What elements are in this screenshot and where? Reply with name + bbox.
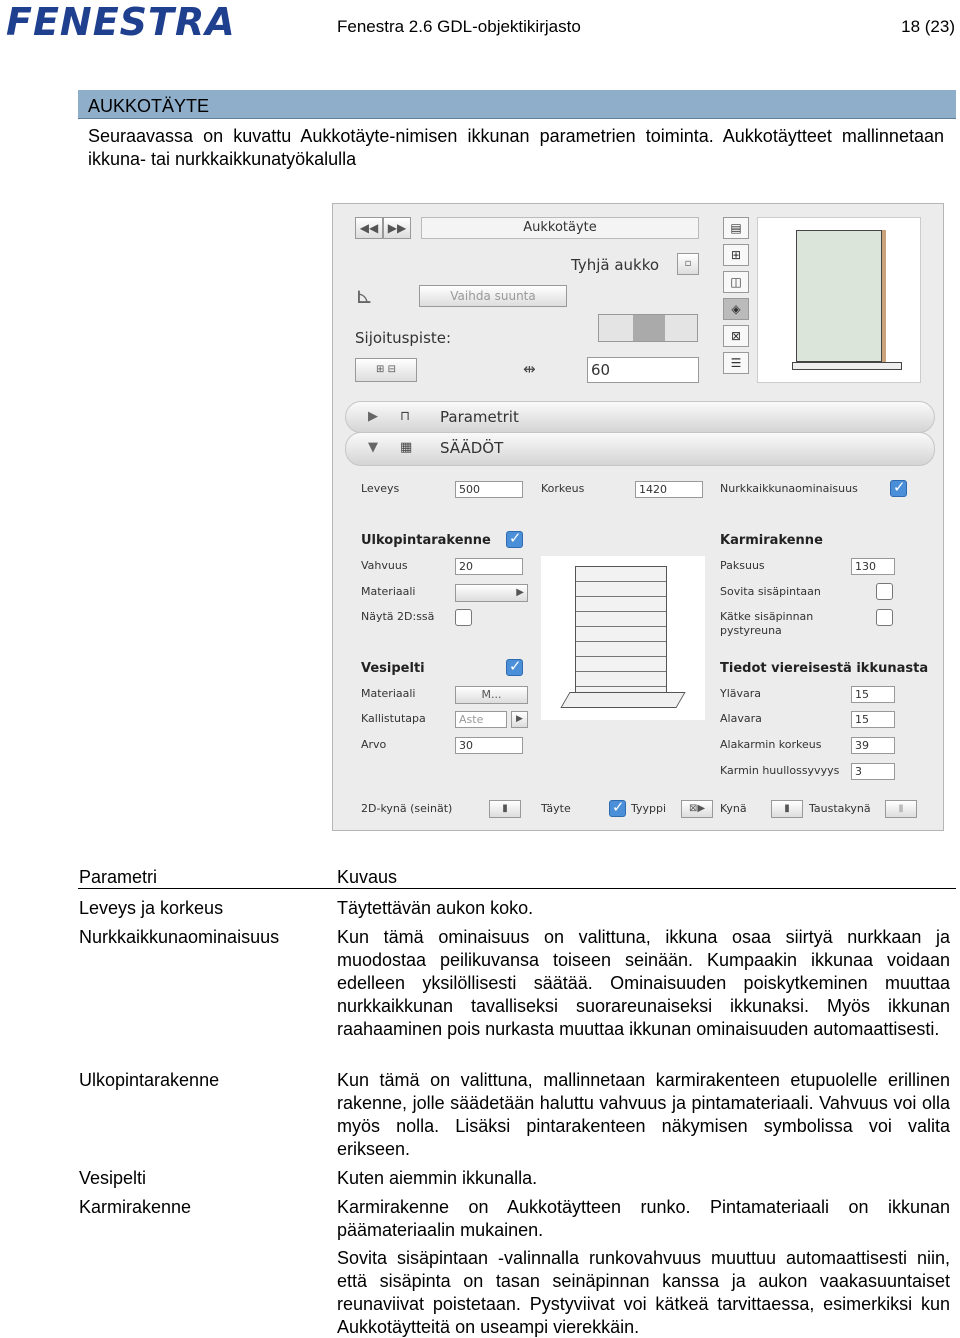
outer-surface-title: Ulkopintarakenne	[361, 533, 491, 548]
background-pen-label: Taustakynä	[809, 802, 871, 815]
width-input[interactable]: 500	[455, 481, 523, 498]
show-2d-label: Näytä 2D:ssä	[361, 610, 435, 623]
collapsed-arrow-icon: ▶	[368, 409, 378, 424]
change-direction-button[interactable]: Vaihda suunta	[419, 285, 567, 307]
table-row-param: Nurkkaikkunaominaisuus	[79, 927, 280, 947]
thickness-input[interactable]: 20	[455, 558, 523, 575]
value-input[interactable]: 30	[455, 737, 523, 754]
settings-dialog	[332, 203, 944, 831]
top-clearance-input[interactable]: 15	[851, 686, 895, 703]
table-header-parameter: Parametri	[79, 867, 158, 887]
table-row-desc: Kuten aiemmin ikkunalla.	[337, 1168, 538, 1188]
corner-window-label: Nurkkaikkunaominaisuus	[720, 482, 858, 495]
table-row-desc: Kun tämä ominaisuus on valittuna, ikkuna osaa siirtyä nurkkaan ja muodostaa peilikuvansa toiseen seinään. Kumpaakin ikkunaa voidaan edelleen yksilöllisesti säätää. Ominaisuuden poiskytkeminen muuttaa nurkkaikkunan tavalliseksi suorareunaiseksi ikkunaksi. Myös ikkunan raahaaminen pois nurkasta muuttaa ikkunan ominaisuuden automaattisesti.	[337, 927, 950, 1039]
adjacent-window-title: Tiedot viereisestä ikkunasta	[720, 661, 929, 676]
previous-button[interactable]: ◀◀	[355, 217, 383, 239]
view-window-icon[interactable]: ◫	[723, 271, 749, 293]
offset-input[interactable]: 60	[587, 357, 699, 383]
value-label: Arvo	[361, 738, 387, 751]
table-row-param: Ulkopintarakenne	[79, 1070, 220, 1090]
sill-title: Vesipelti	[361, 661, 425, 676]
lower-frame-height-label: Alakarmin korkeus	[720, 738, 822, 751]
document-title: Fenestra 2.6 GDL-objektikirjasto	[337, 17, 581, 36]
rebate-depth-label: Karmin huullossyvyys	[720, 764, 840, 777]
frame-preview-sill	[560, 692, 685, 708]
anchor-label: Sijoituspiste:	[355, 329, 452, 347]
hide-inner-edge-checkbox[interactable]	[876, 609, 893, 626]
material-label: Materiaali	[361, 585, 416, 598]
offset-icon: ⇹	[523, 360, 536, 378]
pen-label: Kynä	[720, 802, 747, 815]
section-heading-bar	[78, 90, 956, 119]
height-input[interactable]: 1420	[635, 481, 703, 498]
fill-label: Täyte	[541, 802, 571, 815]
tab-parameters[interactable]	[345, 401, 935, 433]
pen-picker[interactable]: ▮	[771, 800, 803, 818]
pen-2d-label: 2D-kynä (seinät)	[361, 802, 453, 815]
fit-inner-label: Sovita sisäpintaan	[720, 585, 821, 598]
table-row-param: Karmirakenne	[79, 1197, 192, 1217]
top-clearance-label: Ylävara	[720, 687, 762, 700]
show-2d-checkbox[interactable]	[455, 609, 472, 626]
sill-material-picker[interactable]: M...	[455, 686, 528, 704]
lower-frame-height-input[interactable]: 39	[851, 737, 895, 754]
sill-material-label: Materiaali	[361, 687, 416, 700]
expanded-arrow-icon: ▼	[368, 440, 378, 455]
corner-window-checkbox[interactable]	[890, 480, 907, 497]
adjustments-icon: ▦	[400, 440, 413, 455]
slope-select[interactable]: Aste	[455, 711, 507, 728]
frame-title: Karmirakenne	[720, 533, 823, 548]
table-header-description: Kuvaus	[337, 867, 398, 887]
empty-hole-label: Tyhjä aukko	[571, 256, 660, 274]
bottom-clearance-label: Alavara	[720, 712, 762, 725]
frame-thickness-label: Paksuus	[720, 559, 765, 572]
fenestra-logo: FENESTRA	[6, 0, 236, 44]
thickness-label: Vahvuus	[361, 559, 408, 572]
table-row-desc: Kun tämä on valittuna, mallinnetaan karmirakenteen etupuolelle erillinen rakenne, jolle säädetään haluttu vahvuus ja pintamateriaali. Vahvuus voi olla myös nolla. Lisäksi pintarakenteen näkymisen symbolissa voi valita erikseen.	[337, 1070, 950, 1159]
outer-surface-checkbox[interactable]	[506, 531, 523, 548]
section-title: AUKKOTÄYTE	[88, 96, 210, 116]
anchor-position-selector[interactable]	[598, 314, 698, 342]
view-plan-icon[interactable]: ▤	[723, 217, 749, 239]
anchor-selected-segment	[633, 315, 665, 341]
table-row-desc: Sovita sisäpintaan -valinnalla runkovahvuus muuttuu automaattisesti niin, että sisäpinta on tasan seinäpinnan kanssa ja aukon vaakasuuntaiset reunaviivat poistetaan. Pystyviivat voi kätkeä tarvittaessa, esimerkiksi kun Aukkotäytteitä on useampi vierekkäin.	[337, 1248, 950, 1337]
frame-preview-shape	[575, 566, 667, 696]
frame-preview-3d	[541, 556, 705, 720]
preview-panel-shape	[796, 230, 882, 362]
fill-checkbox[interactable]	[609, 800, 626, 817]
object-name: Aukkotäyte	[421, 217, 699, 239]
slope-dropdown-arrow[interactable]: ▶	[511, 711, 528, 728]
tab-adjustments[interactable]	[345, 432, 935, 466]
frame-thickness-input[interactable]: 130	[851, 558, 895, 575]
view-section-icon[interactable]: ⊠	[723, 325, 749, 347]
hide-inner-edge-label: Kätke sisäpinnan pystyreuna	[720, 610, 814, 637]
sill-checkbox[interactable]	[506, 659, 523, 676]
pen-2d-picker[interactable]: ▮	[489, 800, 521, 818]
table-row-param: Vesipelti	[79, 1168, 147, 1188]
material-picker[interactable]: ▶	[455, 584, 528, 602]
view-3d-icon[interactable]: ◈	[723, 298, 749, 320]
slope-label: Kallistutapa	[361, 712, 426, 725]
tab-adjustments-label: SÄÄDÖT	[440, 439, 504, 457]
tab-parameters-label: Parametrit	[440, 408, 519, 426]
height-label: Korkeus	[541, 482, 585, 495]
anchor-type-buttons[interactable]: ⊞ ⊟	[355, 358, 417, 382]
view-list-icon[interactable]: ☰	[723, 352, 749, 374]
preview-3d	[757, 217, 921, 383]
preview-sill-shape	[792, 362, 902, 370]
table-row-desc: Karmirakenne on Aukkotäytteen runko. Pintamateriaali on ikkunan päämateriaalin mukainen.	[337, 1197, 950, 1240]
width-label: Leveys	[361, 482, 400, 495]
page-number: 18 (23)	[901, 17, 955, 36]
section-intro: Seuraavassa on kuvattu Aukkotäyte-nimisen ikkunan parametrien toiminta. Aukkotäytteet mallinnetaan ikkuna- tai nurkkaikkunatyökalulla	[88, 126, 944, 169]
table-header-rule	[78, 888, 956, 889]
table-row-param: Leveys ja korkeus	[79, 898, 224, 918]
table-row-desc: Täytettävän aukon koko.	[337, 898, 534, 918]
rebate-depth-input[interactable]: 3	[851, 763, 895, 780]
fill-type-picker[interactable]: ⊠▶	[681, 800, 713, 818]
next-button[interactable]: ▶▶	[383, 217, 411, 239]
type-label: Tyyppi	[631, 802, 667, 815]
empty-hole-button[interactable]: ▫	[677, 253, 699, 275]
bottom-clearance-input[interactable]: 15	[851, 711, 895, 728]
door-swing-icon: ⊾	[355, 284, 374, 309]
background-pen-picker[interactable]: ▮	[885, 800, 917, 818]
view-grid-icon[interactable]: ⊞	[723, 244, 749, 266]
parameters-icon: ⊓	[400, 409, 411, 424]
fit-inner-checkbox[interactable]	[876, 583, 893, 600]
